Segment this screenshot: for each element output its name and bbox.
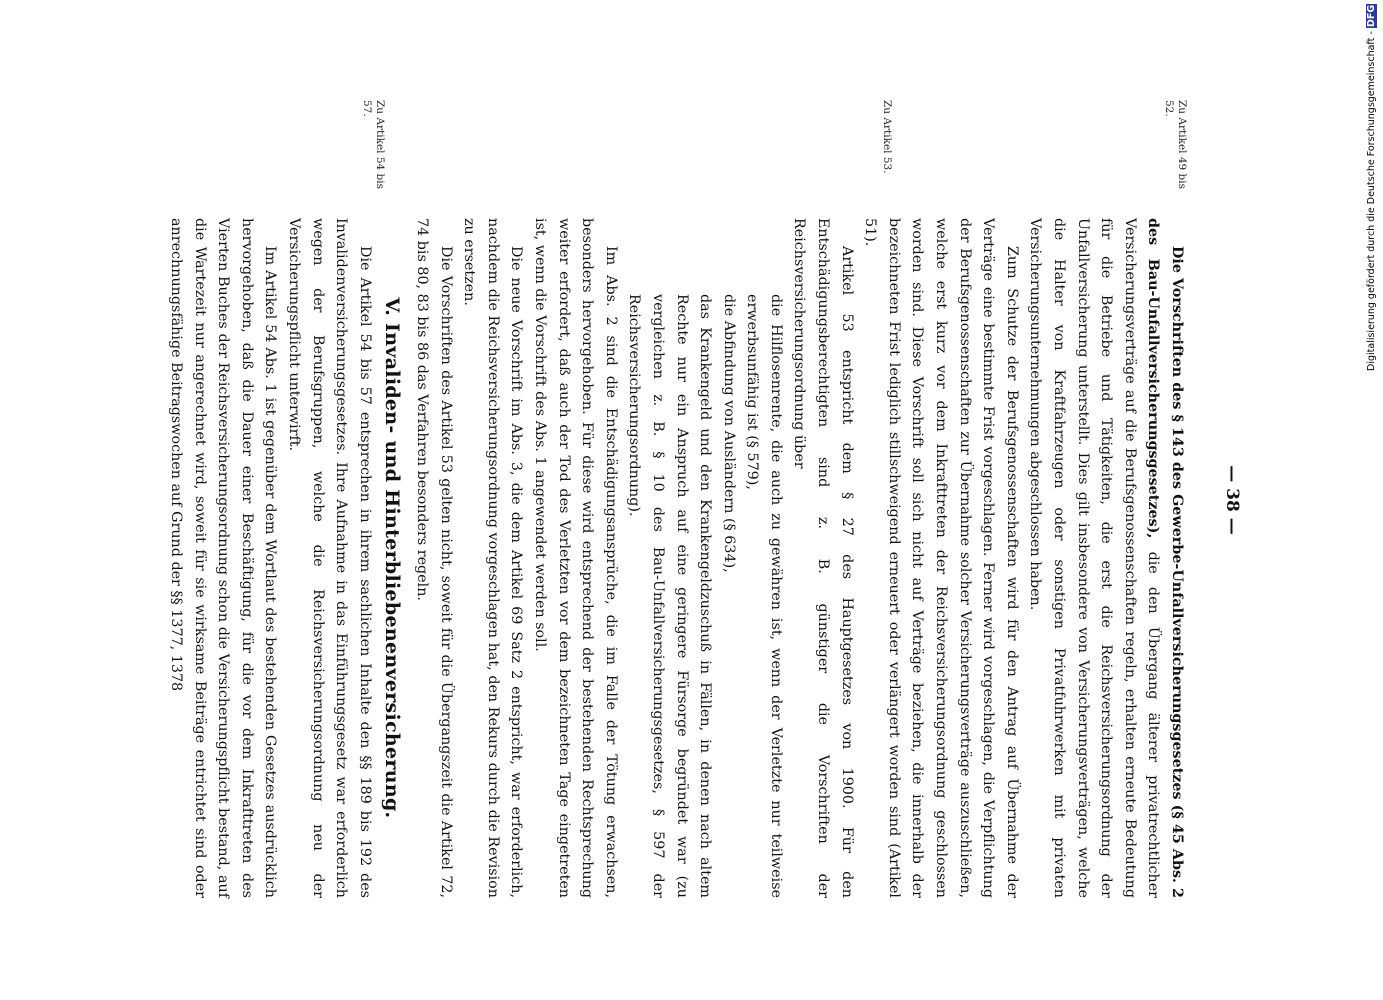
paragraph-art51: Zum Schutze der Berufsgenossenschaften wird für den Antrag auf Übernahme der Verträge eine bestimmte Frist vorgeschlagen. Ferner wird vorgeschlagen, die Verpflichtung der Berufsgenossenschaften zur Übernahme solcher Versicherungsverträge auszuschließen, welche erst kurz vor dem Inkrafttreten der Reichsversicherungsordnung geschlossen worden sind. Diese Vorschrift soll sich nicht auf Verträge beziehen, die innerhalb der bezeichneten Frist lediglich stillschweigend erneuert oder verlängert worden sind (Artikel 51).: [861, 218, 1020, 898]
margin-note-art53: Zu Artikel 53.: [880, 100, 893, 174]
paragraph-art49: [1022, 218, 1187, 898]
page-number: — 38 —: [1221, 465, 1242, 535]
paragraph-art54: Die Artikel 54 bis 57 entsprechen in ihrem sachlichen Inhalte den §§ 189 bis 192 des Invalidenversicherungsgesetzes. Ihre Aufnahme in das Einführungsgesetz war erforderlich wegen der Berufsgruppen, welche die Reichsversicherungsordnung neu der Versicherungspflicht unterwirft.: [285, 218, 373, 898]
paragraph-art49-rest: die den Übergang älterer privatrechtlicher Versicherungsverträge auf die Berufsgenossenschaften regeln, erhalten erneute Bedeutung für die Betriebe und Tätigkeiten, die erst die Reichsversicherungsordnung der Unfallversicherung unterstellt. Dies gilt insbesondere von Versicherungsverträgen, welche die Halter von Kraftfahrzeugen oder sonstigen Privatfuhrwerken mit privaten Versicherungsunternehmungen abgeschlossen haben.: [1026, 218, 1161, 899]
credit-text: Digitalisierung gefördert durch die Deutsche Forschungsgemeinschaft -: [1366, 31, 1377, 371]
list-item-hilflosenrente-text: die Hilflosenrente, die auch zu gewähren ist, wenn der Verletzte nur teilweise erwerbsunfähig ist (§ 579),: [743, 294, 784, 898]
section-heading: V. Invaliden- und Hinterbliebenenversicherung.: [380, 297, 403, 819]
paragraph-uebergang: Die Vorschriften des Artikel 53 gelten nicht, soweit für die Übergangszeit die Artikel 72, 74 bis 80, 83 bis 86 das Verfahren besonders regeln.: [413, 218, 454, 898]
dfg-logo: DFG: [1366, 5, 1377, 28]
paragraph-abs3: Die neue Vorschrift im Abs. 3, die dem Artikel 69 Satz 2 entspricht, war erforderlich, nachdem die Reichsversicherungsordnung vorgeschlagen hat, den Rekurs durch die Revision zu ersetzen.: [460, 218, 524, 898]
list-item-krankengeld: das Krankengeld und den Krankengeldzuschuß in Fällen, in denen nach altem Rechte nur ein Anspruch auf eine geringere Fürsorge begründet war (zu vergleichen z. B. § 10 des Bau-Unfallversicherungsgesetzes, § 597 der Reichsversicherungsordnung).: [625, 294, 713, 898]
margin-note-art54: Zu Artikel 54 bis 57.: [360, 100, 386, 190]
list-item-abfindung: die Abfindung von Ausländern (§ 634),: [720, 294, 737, 573]
paragraph-abs2: Im Abs. 2 sind die Entschädigungsansprüche, die im Falle der Tötung erwachsen, besonders hervorgehoben. Für diese wird entsprechend der bestehenden Rechtsprechung weiter erfordert, daß auch der Tod des Verletzten vor dem bezeichneten Tage eingetreten ist, wenn die Vorschrift des Abs. 1 angewendet werden soll.: [531, 218, 619, 898]
paragraph-art53: Artikel 53 entspricht dem § 27 des Hauptgesetzes von 1900. Für den Entschädigungsberechtigten sind z. B. günstiger die Vorschriften der Reichsversicherungsordnung über: [791, 218, 855, 898]
margin-note-art49: Zu Artikel 49 bis 52.: [1162, 100, 1188, 190]
body-text: [163, 218, 1188, 898]
paragraph-art54-abs1: Im Artikel 54 Abs. 1 ist gegenüber dem Wortlaut des bestehenden Gesetzes ausdrücklich hervorgehoben, daß die Dauer einer Beschäftigung, für die vor dem Inkrafttreten des Vierten Buches der Reichsversicherungsordnung schon die Versicherungspflicht bestand, auf die Wartezeit nur angerechnet wird, soweit für sie wirksame Beiträge entrichtet sind oder anrechnungsfähige Beitragswochen auf Grund der §§ 1377, 1378: [167, 218, 278, 898]
paragraph-art49-lead: Die Vorschriften des § 143 des Gewerbe-Unfallversicherungsgesetzes (§ 45 Abs. 2 des Bau-Unfallversicherungsgesetzes),: [1144, 218, 1185, 898]
document-page: [142, 100, 1242, 900]
digitization-credit: [1366, 4, 1377, 371]
list-item-hilflosenrente: [739, 218, 786, 898]
